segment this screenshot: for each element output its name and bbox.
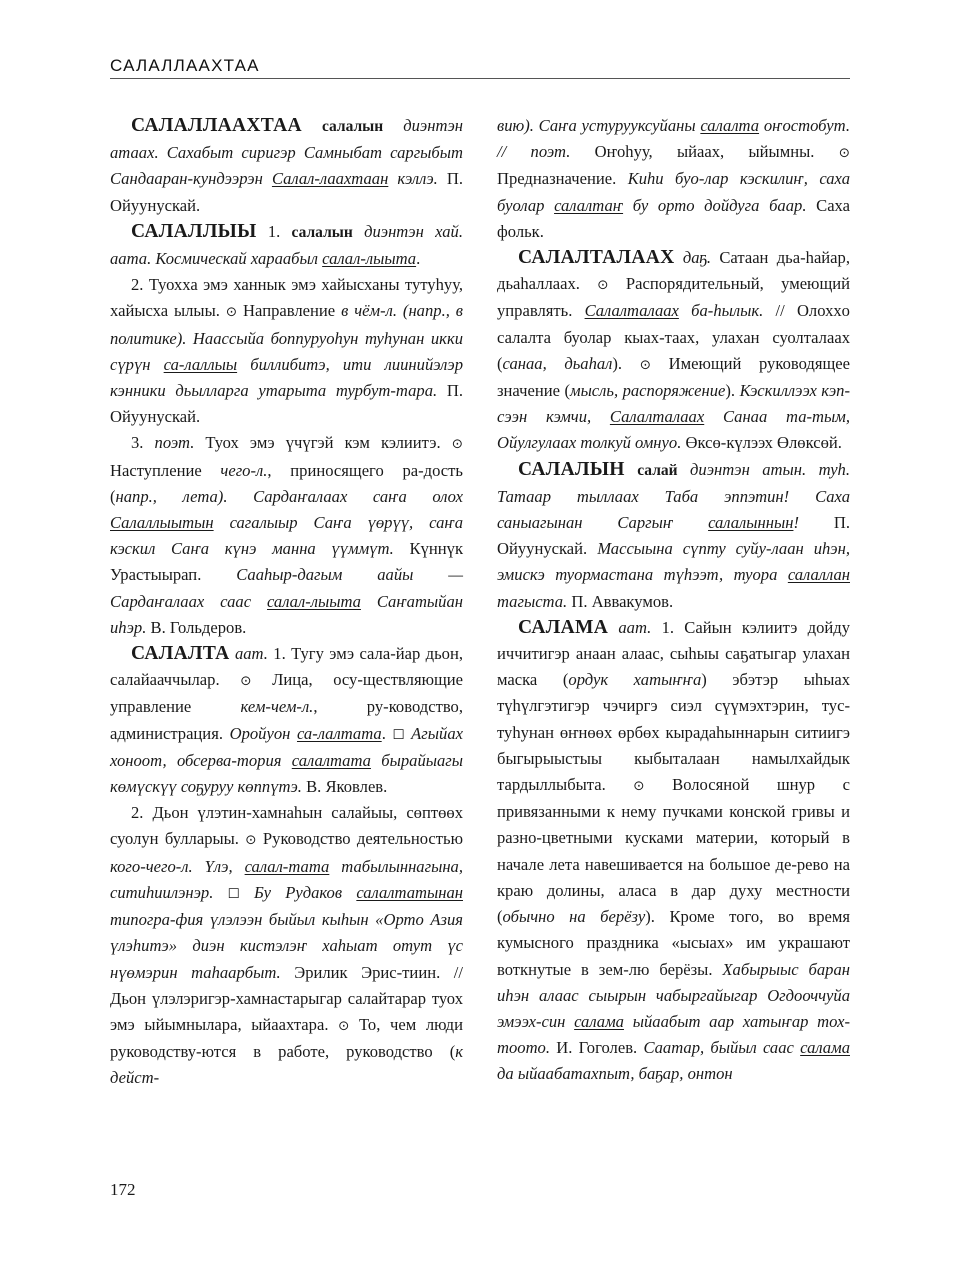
highlighted-word: са-лалтата (296, 723, 382, 743)
left-column (110, 113, 463, 1092)
translation-marker-icon: ⊙ (633, 778, 645, 795)
highlighted-word: Салал-лаахтаан (271, 169, 389, 189)
translation-marker-icon: ⊙ (240, 673, 252, 690)
highlighted-word: Салалталаах (609, 407, 705, 427)
translation-marker-icon: ⊙ (639, 356, 651, 373)
highlighted-word: салалтатынан (356, 882, 463, 902)
sense-2: 2. Туохха эмэ ханнык эмэ хайысханы тутуһуу, хайысха ылыы. ⊙ Направление в чём-л. (напр., в политике). Наассыйа боппуруоһун туһунан икки сүрүн са-лаллыы биллибитэ, ити лиинийэлэр кэнники дьылларга утарыта турбут-тара. П. Ойуунускай. (110, 275, 464, 427)
highlighted-word: салалыннын (708, 513, 794, 533)
entry-salalta: САЛАЛТА аат. 1. Тугу эмэ сала-йар дьон, салайааччылар. ⊙ Лица, осу-ществляющие управление кем-чем-л., ру-ководство, администрация. Оройуон са-лалтата. ☐ Агыйах хоноот, обсерва-тория салалтата бырайыагы көмүскүү соҕуруу көппүтэ. В. Яковлев. (110, 643, 464, 797)
running-header (110, 56, 850, 79)
derivation-word: салалын (321, 118, 384, 135)
page-number: 172 (110, 1180, 136, 1199)
citation-author: Күннүк Урастыырап. (110, 539, 464, 585)
citation-author: В. Гольдеров. (146, 617, 247, 637)
translation-marker-icon: ⊙ (451, 436, 464, 453)
headword: САЛАЛТА (131, 643, 230, 665)
citation-author: П. Ойуунускай. (497, 513, 850, 559)
highlighted-word: салал-тата (244, 856, 330, 876)
citation-author: П. Ойуунускай. (110, 381, 464, 427)
headword: САЛАЛЫН (518, 458, 625, 480)
entry-salalyn: САЛАЛЫН салай диэнтэн атын. туһ. Татаар тыллаах Таба эппэтин! Саха саныагынан Саргыҥ салалыннын! П. Ойуунускай. Массыына сүпту суйу-лаан иһэн, эмискэ туормастана түһээт, туора салаллан тагыста. П. Аввакумов. (497, 458, 851, 611)
headword: САЛАЛЛЫЫ (131, 220, 257, 242)
citation-author: Эрилик Эрис-тиин. (280, 962, 441, 982)
right-column (497, 113, 850, 1088)
highlighted-word: салалтата (291, 750, 371, 770)
highlighted-word: Салалталаах (584, 301, 679, 321)
running-title: САЛАЛЛААХТАА (110, 56, 260, 75)
derivation-word: салай (637, 461, 678, 479)
headword: САЛАЛЛААХТАА (131, 115, 302, 136)
highlighted-word: са-лаллыы (163, 354, 238, 374)
highlighted-word: салама (800, 1038, 850, 1058)
highlighted-word: салал-лыыта (322, 249, 417, 269)
translation-marker-icon: ⊙ (225, 304, 238, 321)
literary-citation-box-icon: ☐ (227, 885, 240, 902)
citation-author: П. Аввакумов. (567, 591, 674, 611)
translation-marker-icon: ⊙ (338, 1017, 350, 1034)
highlighted-word: салалтаҥ (554, 195, 624, 215)
highlighted-word: салал-лыыта (267, 591, 361, 611)
highlighted-word: Салаллыытын (110, 513, 214, 533)
sense-3: 3. поэт. Туох эмэ үчүгэй кэм кэлиитэ. ⊙ Наступление чего-л., приносящего ра-дость (напр., лета). Сардаҥалаах саҥа олох Салаллыытын сагалыыр Саҥа үөрүү, саҥа кэскил Саҥа күнэ манна үүммүт. Күннүк Урастыырап. Сааһыр-дагым аайы — Сардаҥалаах саас салал-лыыта Саҥатыйан иһэр. В. Гольдеров. (110, 433, 464, 637)
headword: САЛАЛТАЛААХ (518, 247, 675, 269)
entry-salallaakhtaa: САЛАЛЛААХТАА салалын диэнтэн атаах. Сахабыт сиригэр Самныбат саргыбыт Сандааран-кундээрэн Салал-лаахтаан кэллэ. П. Ойуунускай. (110, 115, 464, 215)
highlighted-word: салама (574, 1011, 624, 1031)
entry-salaltalaakh: САЛАЛТАЛААХ даҕ. Сатаан дьа-һайар, дьаһаллаах. ⊙ Распорядительный, умеющий управлять. Салалталаах ба-һылык. // Олохxo салалта буолар кыах-таах, улахан суолталаах (санаа, дьаһал). ⊙ Имеющий руководящее значение (мысль, распоряжение). Кэскиллээх кэп-сээн кэмчи, Салалталаах Санаа та-тым, Ойулгулаах толкуй омнуо. Өксө-күлээх Өлөксөй. (497, 247, 850, 453)
entry-salallyy: САЛАЛЛЫЫ 1. салалын диэнтэн хай. аата. Космическай хараабыл салал-лыыта. (110, 220, 463, 269)
translation-marker-icon: ⊙ (245, 832, 257, 849)
citation-author: П. Ойуунускай. (110, 169, 464, 215)
literary-citation-box-icon: ☐ (392, 726, 405, 743)
citation-author: Өксө-күлээх Өлөксөй. (681, 433, 842, 453)
highlighted-word: салаллан (787, 565, 850, 585)
sense-continuation: вию). Саҥа устурууксуйаны салалта оҥостобут. // поэт. Оҥоһуу, ыйаах, ыйымны. ⊙ Предназначение. Киһи буо-лар кэскилиҥ, саха буолар салалтаҥ бу орто дойдуга баар. Саха фольк. (497, 116, 851, 241)
translation-marker-icon: ⊙ (597, 277, 609, 294)
translation-marker-icon: ⊙ (838, 145, 850, 162)
citation-author: В. Яковлев. (301, 777, 388, 797)
citation-author: И. Гоголев. (550, 1038, 638, 1058)
citation-author: Саха фольк. (497, 195, 851, 241)
sense-2-leadership: 2. Дьон үлэтин-хамнаһын салайыы, сөптөөх суолун булларыы. ⊙ Руководство деятельностью кого-чего-л. Үлэ, салал-тата табылыннагына, ситиһиилэнэр. ☐ Бу Рудаков салалтатынан типогра-фия үлэлээн быйыл кыһын «Орто Азия үлэһитэ» диэн кистэлэҥ хаһыат отут үс нүөмэрин таһаарбыт. Эрилик Эрис-тиин. // Дьон үлэлэригэр-хамнастарыгар салайтарар туох эмэ ыйымнылара, ыйаахтара. ⊙ То, чем люди руководству-ются в работе, руководство (к дейст- (110, 803, 464, 1088)
headword: САЛАМА (518, 616, 609, 638)
entry-salama: САЛАМА аат. 1. Сайын кэлиитэ дойду иччитигэр анаан алаас, сыһыы саҕатыгар улахан маска (ордук хатыҥҥа) эбэтэр ыһыах түһүлгэтигэр чэчиргэ сиэл сүүмэхтэрин, тус-туһунан өҥнөөх өрбөх кырадаһыннарын ситиигэ быгырыыстыы кыбыталаан намылхайдык тардыллыбыта. ⊙ Волосяной шнур с привязанными к нему пучками конской гривы и разно-цветными кусками материи, который в начале лета навешивается на большое де-рево на краю долины, аласа в дар духу местности (обычно на берёзу). Кроме того, во время кумысного праздника «ысыах» им украшают воткнутые в зем-лю берёзы. Хабырыыс баран иһэн алаас сыырын чабыргайыгар Огдооччуйа эмээх-син салама ыйаабыт аар хатыҥар тох-тоото. И. Гоголев. Саатар, быйыл саас салама да ыйаабатахпыт, баҕар, онтон (497, 616, 851, 1084)
derivation-word: салалын (291, 223, 353, 241)
highlighted-word: салалта (700, 116, 760, 135)
